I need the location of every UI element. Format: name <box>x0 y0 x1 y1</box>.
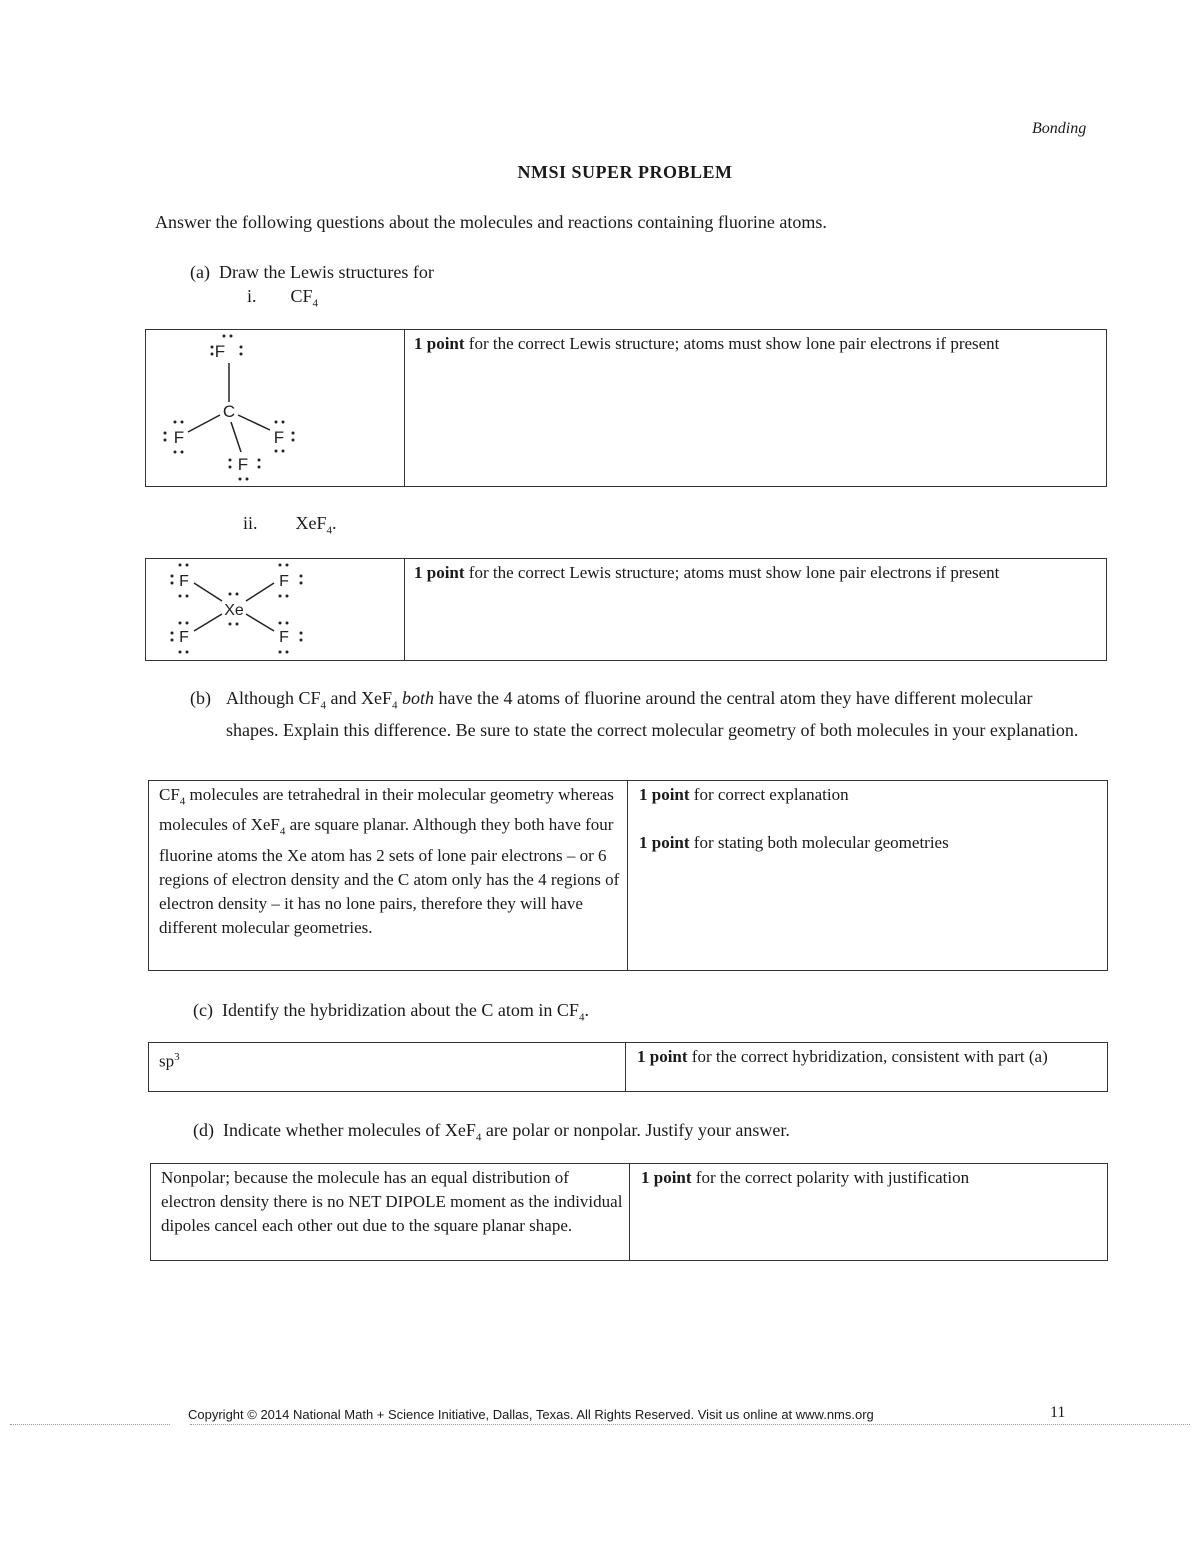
part-a-i-scoring: 1 point for the correct Lewis structure; atoms must show lone pair electrons if present <box>414 334 1000 353</box>
part-b-answer: $CF_4$ molecules are tetrahedral in their molecular geometry whereas molecules of XeF$_4$ are square planar. Although they both have four fluorine atoms the Xe atom has 2 sets of lone pair electrons – or 6 regions of electron density and the C atom only has the 4 regions of electron density – it has no lone pairs, therefore they will have different molecular geometries. <box>159 785 620 937</box>
intro-text: Answer the following questions about the molecules and reactions containing fluorine atoms. <box>155 212 827 232</box>
xef4-lewis-structure <box>146 559 404 659</box>
part-a-i-answer-box <box>145 329 1107 487</box>
cf4-lewis-structure <box>146 330 404 485</box>
part-d-scoring: 1 point for the correct polarity with justification <box>641 1168 970 1187</box>
xef4-bottom-right-f-label: F <box>279 629 289 646</box>
page-number: 11 <box>1050 1404 1066 1421</box>
footer-dotted-rule-left <box>10 1424 170 1425</box>
section-header: Bonding <box>1032 120 1087 137</box>
xef4-xenon-label: Xe <box>224 602 244 619</box>
part-a-ii-answer-box <box>145 558 1107 661</box>
xef4-top-left-f-label: F <box>179 573 189 590</box>
part-a-ii-scoring: 1 point for the correct Lewis structure; atoms must show lone pair electrons if present <box>414 563 1000 582</box>
part-c-question: (c) Identify the hybridization about the C atom in $CF_4$. <box>193 1000 589 1024</box>
xef4-top-right-f-label: F <box>279 573 289 590</box>
cf4-top-f-label: F <box>214 342 226 361</box>
page-title: NMSI SUPER PROBLEM <box>517 162 733 182</box>
part-b-scoring-explanation: 1 point for correct explanation <box>639 785 849 804</box>
xef4-bottom-left-f-label: F <box>179 629 189 646</box>
cf4-carbon-label: C <box>222 402 236 421</box>
part-b-scoring-geometries: 1 point for stating both molecular geometries <box>639 833 949 852</box>
footer-copyright: Copyright © 2014 National Math + Science Initiative, Dallas, Texas. All Rights Reserved. Visit us online at www.nms.org <box>188 1407 874 1422</box>
part-a-question: (a) Draw the Lewis structures for <box>190 262 434 282</box>
cf4-bottom-f-label: F <box>237 455 249 474</box>
part-a-ii-label: ii. XeF$_4$. <box>243 513 337 537</box>
part-c-answer-box <box>148 1042 1108 1092</box>
part-c-scoring: 1 point for the correct hybridization, consistent with part (a) <box>637 1047 1048 1066</box>
part-d-question: (d) Indicate whether molecules of XeF$_4$ are polar or nonpolar. Justify your answer. <box>193 1120 790 1144</box>
cf4-left-f-label: F <box>173 428 185 447</box>
part-d-answer: Nonpolar; because the molecule has an equal distribution of electron density there is no NET DIPOLE moment as the individual dipoles cancel each other out due to the square planar shape. <box>161 1168 623 1235</box>
part-b-answer-box <box>148 780 1108 971</box>
part-c-answer: $sp^3$ <box>159 1051 180 1071</box>
cf4-right-f-label: F <box>273 428 285 447</box>
part-d-answer-box <box>150 1163 1108 1261</box>
part-b-question: (b) Although $CF_4$ and XeF$_4$ both have the 4 atoms of fluorine around the central atom they have different molecular shapes. Explain this difference. Be sure to state the correct molecular geometry of both molecules in your explanation. <box>190 688 1079 740</box>
part-a-i-label: i. $CF_4$ <box>247 286 319 310</box>
footer-dotted-rule-right <box>190 1424 1190 1425</box>
